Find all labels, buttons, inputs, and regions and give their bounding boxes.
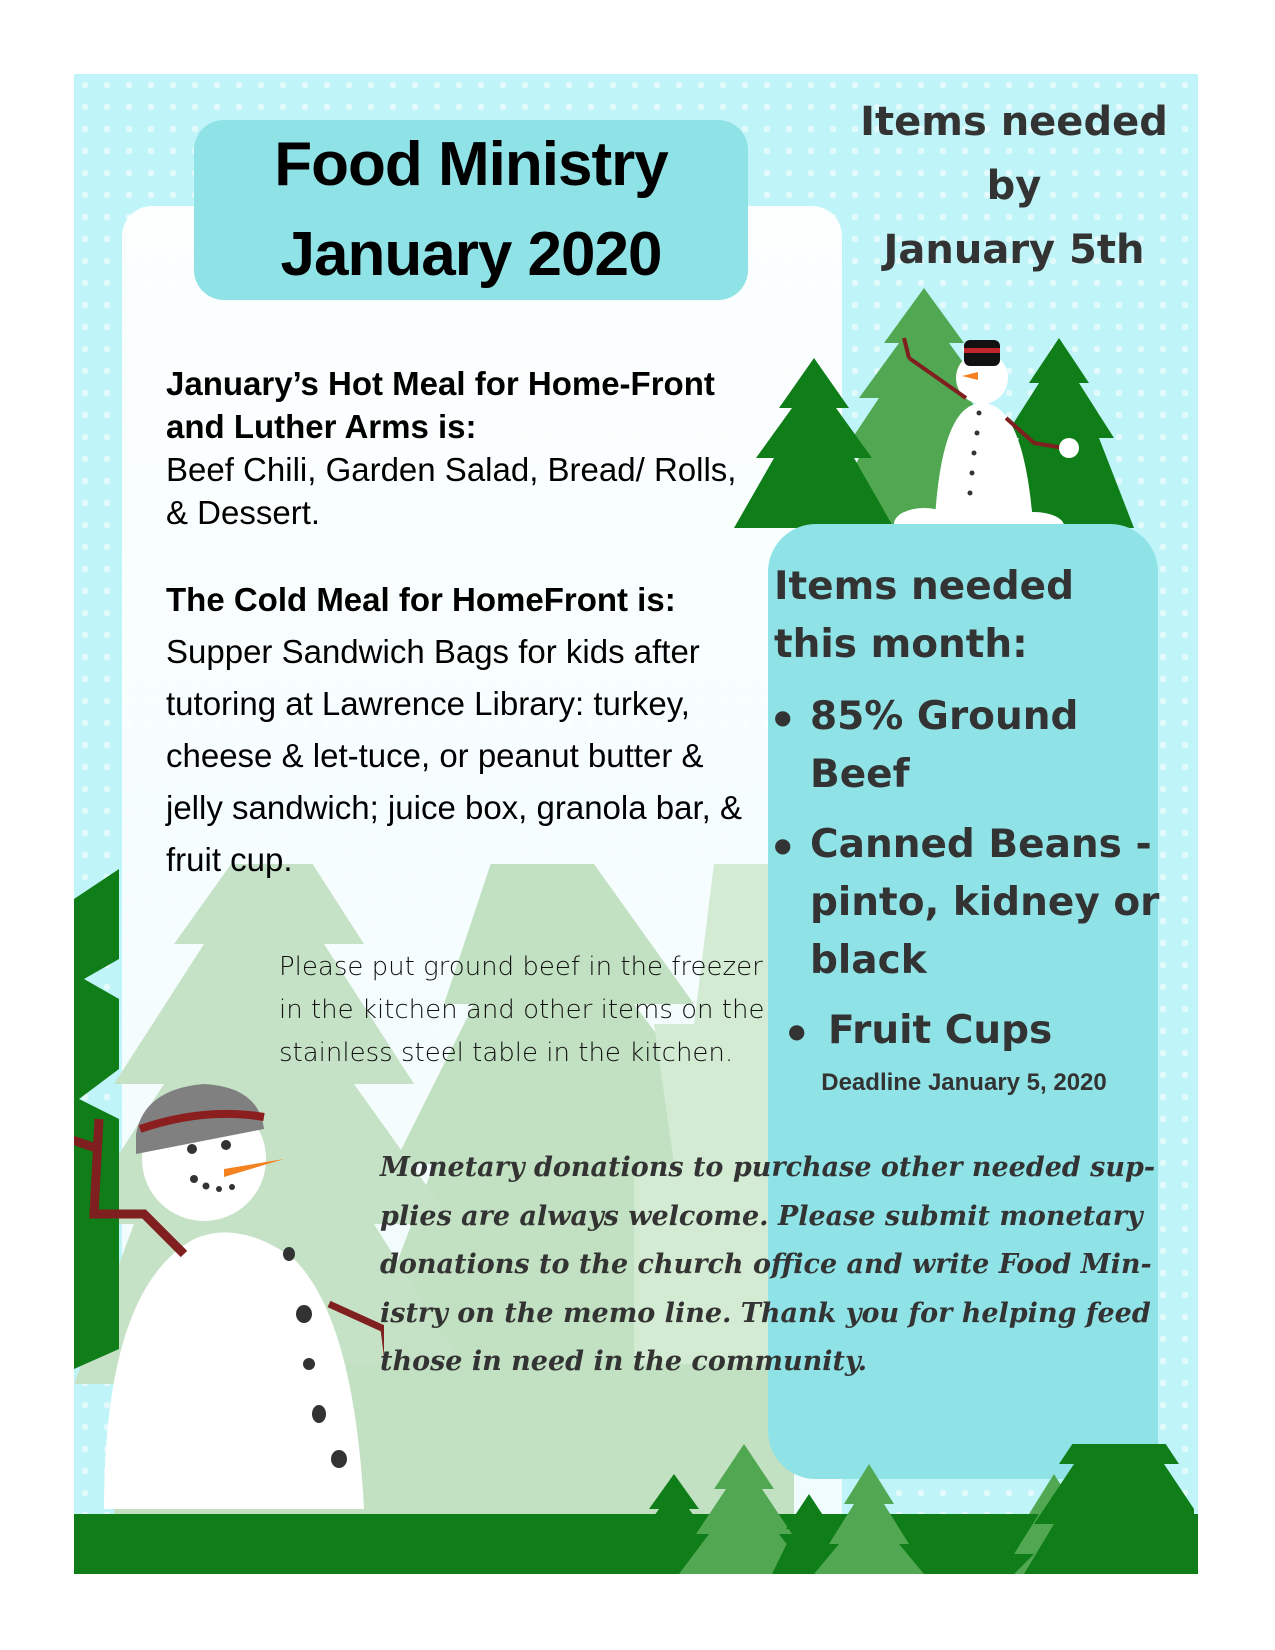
- cold-meal-heading: The Cold Meal for HomeFront is:: [166, 581, 676, 618]
- needed-by-line-1: Items needed: [860, 99, 1168, 145]
- item-text: Canned Beans - pinto, kidney or black: [810, 822, 1160, 983]
- hot-meal-section: [166, 362, 766, 534]
- items-needed-list: [774, 688, 1164, 1072]
- item-text: Fruit Cups: [828, 1008, 1053, 1053]
- items-needed-title: Items needed this month:: [774, 564, 1074, 667]
- cold-meal-body: Supper Sandwich Bags for kids after tutoring at Lawrence Library: turkey, cheese & let-tuce, or peanut butter & jelly sandwich; juice box, granola bar, & fruit cup.: [166, 633, 742, 878]
- trees-bottom-illustration: [634, 1444, 1194, 1574]
- title-box: [194, 120, 748, 300]
- needed-by-line-3: January 5th: [883, 227, 1145, 273]
- donation-note: Monetary donations to purchase other needed sup-plies are always welcome. Please submit monetary donations to the church office and write Food Min-istry on the memo line. Thank you for helping feed those in need in the community.: [380, 1152, 1156, 1377]
- list-item: [774, 1002, 1164, 1060]
- list-item: [774, 688, 1164, 804]
- bullet-icon: ●: [774, 705, 792, 729]
- title-line-2: January 2020: [280, 220, 662, 289]
- list-item: [774, 816, 1164, 990]
- needed-by-line-2: by: [986, 163, 1042, 209]
- trees-snowman-top-illustration: [734, 288, 1134, 538]
- cold-meal-section: [166, 574, 766, 886]
- bullet-icon: ●: [788, 1019, 806, 1043]
- snowman-bottom-left-illustration: [74, 1029, 384, 1509]
- deadline-text: Deadline January 5, 2020: [821, 1069, 1107, 1096]
- item-text: 85% Ground Beef: [810, 694, 1079, 797]
- needed-by-heading: [814, 90, 1198, 282]
- title-line-1: Food Ministry: [274, 130, 668, 199]
- bullet-icon: ●: [774, 833, 792, 857]
- kitchen-note: Please put ground beef in the freezer in the kitchen and other items on the stainless steel table in the kitchen.: [279, 952, 765, 1068]
- hot-meal-heading: January’s Hot Meal for Home-Front and Luther Arms is:: [166, 365, 715, 445]
- hot-meal-body: Beef Chili, Garden Salad, Bread/ Rolls, & Dessert.: [166, 451, 737, 531]
- flyer-page: [74, 74, 1198, 1574]
